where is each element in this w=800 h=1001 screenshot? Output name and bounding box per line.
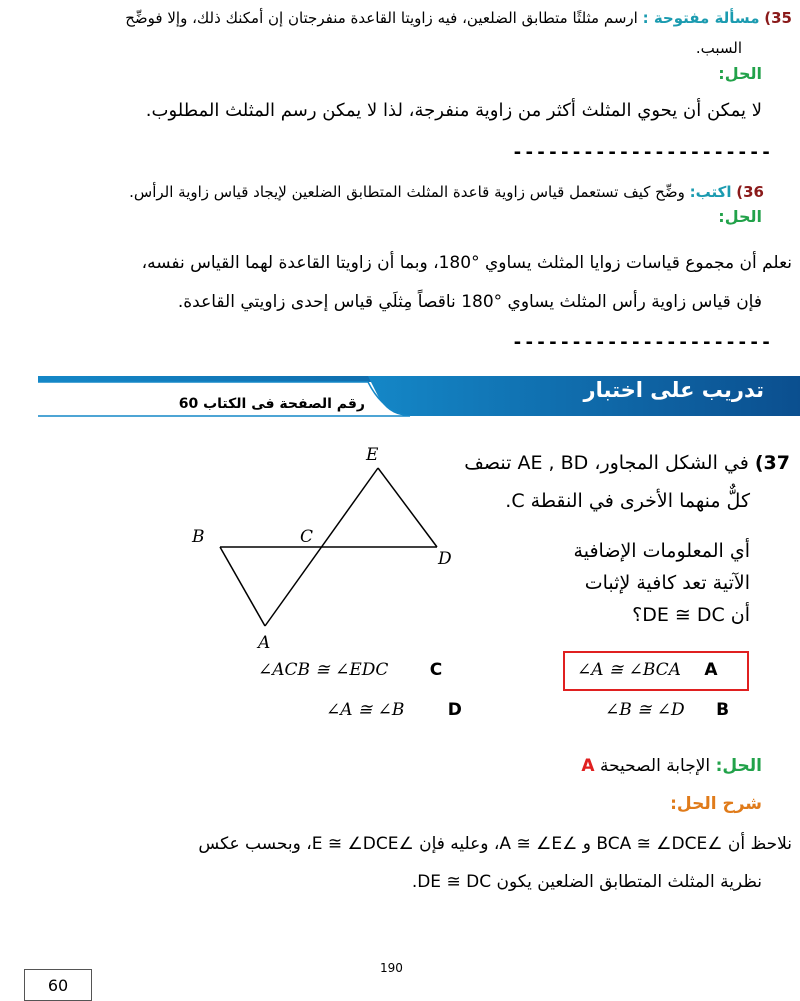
page-number-box: 60: [24, 969, 92, 1001]
option-A[interactable]: [577, 660, 718, 680]
option-D-text: ∠A ≅ ∠B: [326, 700, 405, 720]
q37-line2: كلٌّ منهما الأخرى في النقطة C.: [505, 490, 750, 512]
q37-solution-answer: A: [581, 756, 595, 776]
banner-page-ref: رقم الصفحة فى الكتاب 60: [178, 396, 365, 412]
triangle-figure: [180, 440, 460, 660]
option-B-letter: B: [716, 700, 730, 720]
q35-text: ارسم مثلثًا متطابق الضلعين، فيه زاويتا القاعدة منفرجتان إن أمكنك ذلك، وإلا فوضِّح: [125, 9, 638, 27]
option-C-text: ∠ACB ≅ ∠EDC: [258, 660, 389, 680]
q35-line2: السبب.: [695, 39, 742, 57]
q35-solution-label: الحل:: [718, 64, 762, 83]
q37-line3: أي المعلومات الإضافية: [573, 540, 750, 562]
label-C: C: [300, 527, 314, 547]
q35-label: مسألة مفتوحة :: [642, 9, 760, 27]
label-B: B: [192, 527, 205, 547]
q37-solution-text: الإجابة الصحيحة: [599, 756, 711, 776]
q37-solution: [581, 756, 762, 776]
q36-text: وضِّح كيف تستعمل قياس زاوية قاعدة المثلث المتطابق الضلعين لإيجاد قياس زاوية الرأس.: [129, 183, 685, 201]
q36-label: اكتب:: [689, 183, 732, 201]
separator-1: ----------------------: [512, 142, 773, 163]
option-D[interactable]: [326, 700, 462, 720]
q37-line5: أن DE ≅ DC؟: [632, 604, 750, 626]
q35-line1: [2, 6, 792, 30]
option-B[interactable]: [605, 700, 729, 720]
q37-line4: الآتية تعد كافية لإثبات: [584, 572, 750, 594]
option-C-letter: C: [429, 660, 443, 680]
q36-answer-2: فإن قياس زاوية رأس المثلث يساوي °180 ناقصاً مِثلَي قياس إحدى زاويتي القاعدة.: [177, 292, 762, 312]
q37-line1: [464, 452, 790, 474]
footer-page-number: 190: [380, 961, 403, 975]
q37-text-1: في الشكل المجاور، AE , BD تنصف: [464, 452, 749, 474]
q36-number: 36): [736, 183, 764, 201]
q35-number: 35): [764, 9, 792, 27]
explanation-2: نظرية المثلث المتطابق الضلعين يكون DE ≅ DC.: [411, 872, 762, 892]
q36-answer-1: نعلم أن مجموع قياسات زوايا المثلث يساوي °180، وبما أن زاويتا القاعدة لهما القياس نفسه،: [141, 253, 792, 273]
option-A-text: ∠A ≅ ∠BCA: [577, 660, 681, 680]
label-A: A: [258, 633, 271, 653]
q36-solution-label: الحل:: [718, 207, 762, 226]
banner-title: تدريب على اختبار: [583, 378, 764, 402]
q35-answer: لا يمكن أن يحوي المثلث أكثر من زاوية منفرجة، لذا لا يمكن رسم المثلث المطلوب.: [145, 100, 762, 121]
q37-number: 37): [754, 452, 790, 474]
option-A-letter: A: [704, 660, 718, 680]
option-B-text: ∠B ≅ ∠D: [605, 700, 685, 720]
option-D-letter: D: [447, 700, 462, 720]
explanation-label: شرح الحل:: [670, 794, 762, 814]
q37-solution-label: الحل:: [715, 756, 762, 776]
label-E: E: [366, 445, 379, 465]
label-D: D: [438, 549, 452, 569]
explanation-1: نلاحظ أن ∠BCA ≅ ∠DCE و ∠A ≅ ∠E، وعليه فإن ∠E ≅ ∠DCE، وبحسب عكس: [198, 834, 792, 854]
separator-2: ----------------------: [512, 332, 773, 353]
q36-line1: [4, 180, 764, 204]
option-C[interactable]: [258, 660, 442, 680]
